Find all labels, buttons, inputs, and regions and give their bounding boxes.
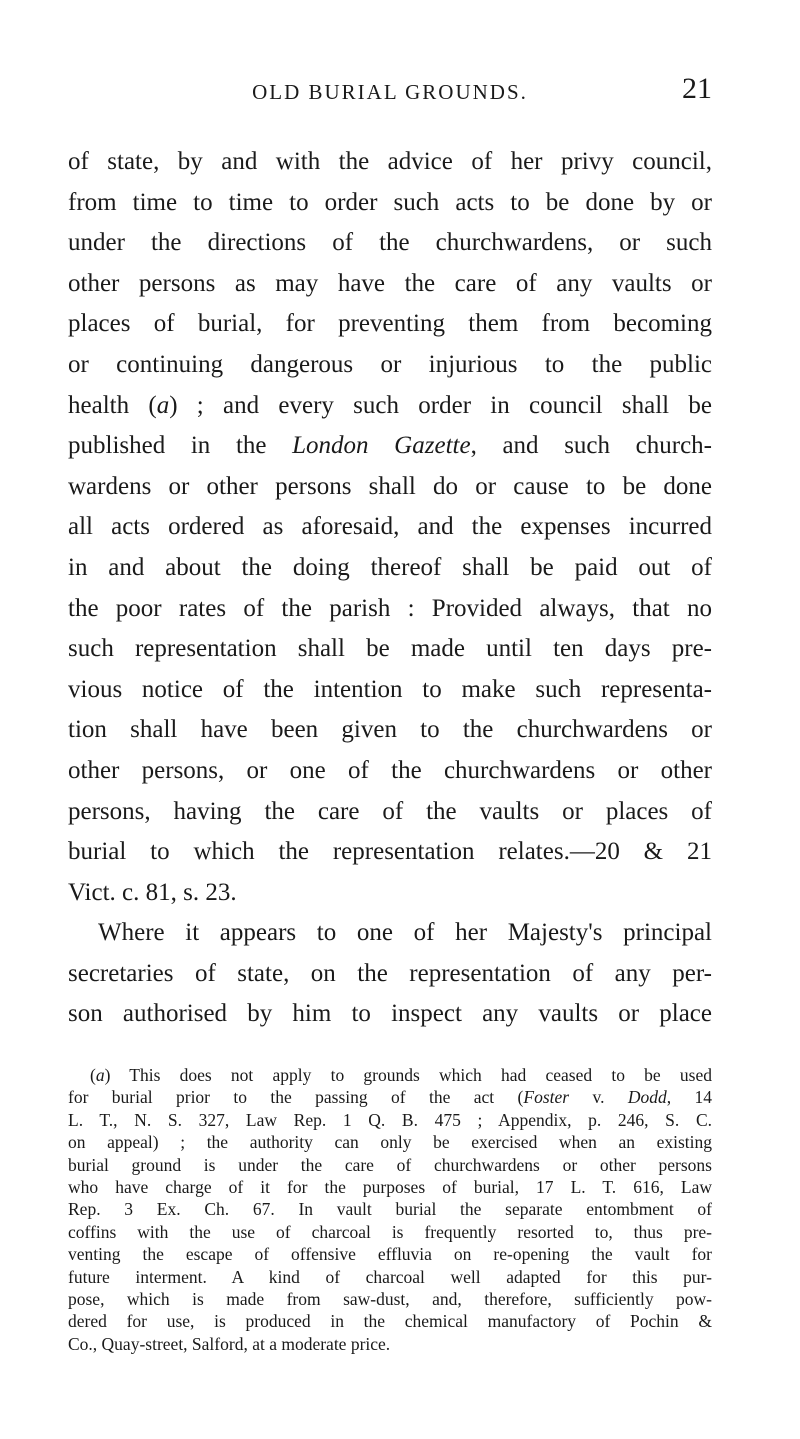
running-title: OLD BURIAL GROUNDS. — [252, 80, 528, 104]
body-line: the poor rates of the parish : Provided always, that no — [68, 594, 712, 622]
body-line: burial to which the representation relates.—20 & 21 — [68, 838, 712, 866]
body-line: tion shall have been given to the churchwardens or — [68, 716, 712, 744]
body-line: Where it appears to one of her Majesty's principal — [98, 919, 712, 947]
body-line: Vict. c. 81, s. 23. — [68, 878, 237, 906]
body-line: other persons as may have the care of any vaults or — [68, 269, 712, 297]
footnote-line: pose, which is made from saw-dust, and, therefore, sufficiently pow- — [68, 1288, 712, 1309]
footnote-line: (a) This does not apply to grounds which had ceased to be used — [90, 1065, 712, 1085]
running-header — [68, 72, 712, 112]
body-line: under the directions of the churchwardens, or such — [68, 229, 712, 257]
body-line: such representation shall be made until ten days pre- — [68, 635, 712, 663]
body-line: places of burial, for preventing them from becoming — [68, 310, 712, 338]
footnote-line: dered for use, is produced in the chemical manufactory of Pochin & — [68, 1311, 712, 1332]
body-line: in and about the doing thereof shall be paid out of — [68, 553, 712, 581]
body-line: or continuing dangerous or injurious to the public — [68, 350, 712, 378]
body-line: secretaries of state, on the representation of any per- — [68, 959, 712, 987]
body-line: son authorised by him to inspect any vaults or place — [68, 1000, 712, 1028]
body-line: other persons, or one of the churchwardens or other — [68, 756, 712, 784]
body-line: published in the London Gazette, and such church- — [68, 432, 712, 460]
body-line: of state, by and with the advice of her privy council, — [68, 148, 712, 175]
footnote — [68, 1064, 712, 1355]
footnote-line: who have charge of it for the purposes of burial, 17 L. T. 616, Law — [68, 1176, 712, 1197]
body-text — [68, 142, 712, 1035]
footnote-line: future interment. A kind of charcoal well adapted for this pur- — [68, 1266, 712, 1287]
body-line: all acts ordered as aforesaid, and the expenses incurred — [68, 513, 712, 541]
footnote-line: venting the escape of offensive effluvia on re-opening the vault for — [68, 1244, 712, 1265]
body-line: health (a) ; and every such order in council shall be — [68, 391, 712, 419]
footnote-line: for burial prior to the passing of the act (Foster v. Dodd, 14 — [68, 1087, 712, 1108]
footnote-line: on appeal) ; the authority can only be exercised when an existing — [68, 1132, 712, 1153]
body-line: wardens or other persons shall do or cause to be done — [68, 472, 712, 500]
body-line: from time to time to order such acts to be done by or — [68, 188, 712, 216]
body-line: vious notice of the intention to make such representa- — [68, 675, 712, 703]
footnote-line: L. T., N. S. 327, Law Rep. 1 Q. B. 475 ; Appendix, p. 246, S. C. — [68, 1109, 712, 1130]
page-number: 21 — [682, 72, 712, 105]
footnote-line: Co., Quay-street, Salford, at a moderate price. — [68, 1333, 391, 1354]
footnote-line: burial ground is under the care of churchwardens or other persons — [68, 1154, 712, 1175]
body-line: persons, having the care of the vaults or places of — [68, 797, 712, 825]
footnote-line: coffins with the use of charcoal is frequently resorted to, thus pre- — [68, 1221, 712, 1242]
footnote-line: Rep. 3 Ex. Ch. 67. In vault burial the separate entombment of — [68, 1199, 712, 1220]
